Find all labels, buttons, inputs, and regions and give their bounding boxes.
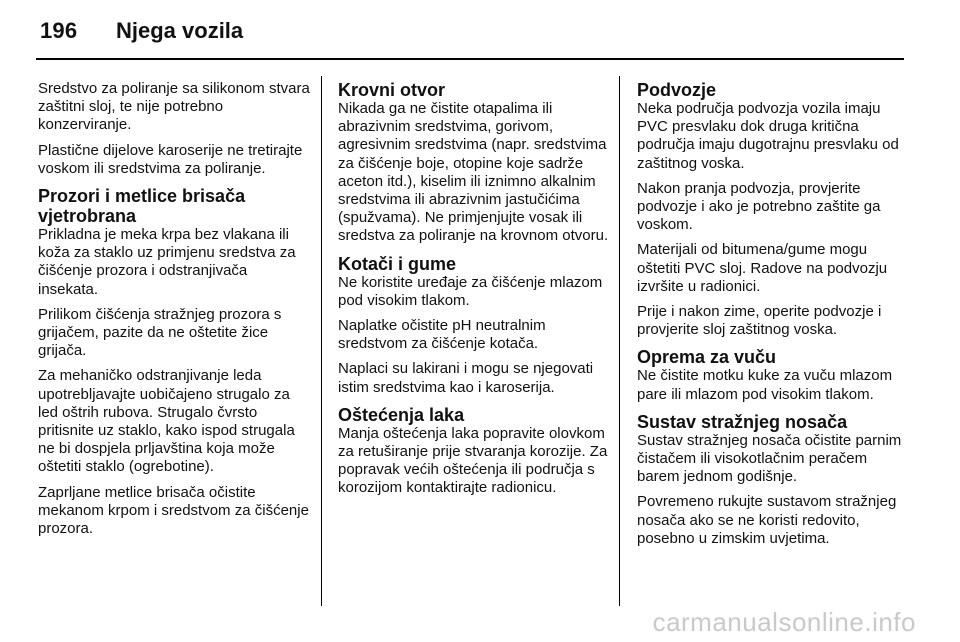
rear-carrier-section	[637, 412, 905, 548]
paragraph: Zaprljane metlice brisača očistite mekanom krpom i sredstvom za čišćenje prozora.	[38, 483, 309, 538]
paragraph: Prikladna je meka krpa bez vlakana ili koža za staklo uz primjenu sredstva za čišćenje prozora i odstranjivača insekata.	[38, 226, 296, 298]
paragraph: Prije i nakon zime, operite podvozje i provjerite sloj zaštitnog voska.	[637, 303, 882, 339]
paragraph: Prilikom čišćenja stražnjeg prozora s grijačem, pazite da ne oštetite žice grijača.	[38, 305, 282, 360]
section-heading: Oštećenja laka	[338, 404, 465, 425]
page-header	[36, 18, 904, 60]
text-column-1	[38, 80, 310, 545]
paragraph: Neka područja podvozja vozila imaju PVC presvlaku dok druga kritična područja imaju dugotrajnu presvlaku od zaštitnog voska.	[637, 100, 899, 172]
paragraph: Povremeno rukujte sustavom stražnjeg nosača ako se ne koristi redovito, posebno u zimskim uvjetima.	[637, 493, 897, 547]
paragraph: Manja oštećenja laka popravite olovkom za retuširanje prije stvaranja korozije. Za popravak većih oštećenja ili područja s korozijom kontaktirajte radionicu.	[338, 424, 608, 497]
section-heading: Sustav stražnjeg nosača	[637, 411, 848, 432]
paragraph: Sustav stražnjeg nosača očistite parnim čistačem ili visokotlačnim peračem barem jednom godišnje.	[637, 431, 902, 486]
towing-equipment-section	[637, 347, 905, 403]
paragraph: Nikada ga ne čistite otapalima ili abrazivnim sredstvima, gorivom, agresivnim sredstvima (napr. sredstvima za čišćenje boje, otopine koje sadrže aceton itd.), kiselim ili iznimno alkalnim sredstvima ili abrazivnim jastučićima (spužvama). Ne primjenjujte vosak ili sredstva za poliranje na krovnom otvoru.	[338, 100, 609, 245]
paragraph: Sredstvo za poliranje sa silikonom stvara zaštitni sloj, te nije potrebno konzerviranje.	[38, 80, 310, 134]
intro-section	[38, 80, 310, 178]
section-heading: Kotači i gume	[338, 253, 457, 274]
paragraph: Ne čistite motku kuke za vuču mlazom pare ili mlazom pod visokim tlakom.	[637, 367, 893, 403]
paragraph: Materijali od bitumena/gume mogu oštetiti PVC sloj. Radove na podvozju izvršite u radionici.	[637, 241, 888, 295]
section-heading: Prozori i metlice brisača vjetrobrana	[38, 186, 246, 227]
section-heading: Oprema za vuču	[637, 347, 777, 368]
page-number: 196	[40, 18, 78, 43]
chapter-title: Njega vozila	[116, 18, 244, 43]
paragraph: Nakon pranja podvozja, provjerite podvozje i ako je potrebno zaštite ga voskom.	[637, 179, 881, 234]
paragraph: Plastične dijelove karoserije ne tretirajte voskom ili sredstvima za poliranje.	[38, 141, 303, 177]
column-divider	[619, 76, 620, 606]
paragraph: Za mehaničko odstranjivanje leda upotrebljavajte uobičajeno strugalo za led oštrih rubova. Strugalo čvrsto pritisnite uz staklo, kako ispod strugala ne bi dospjela prljavština koja može oštetiti staklo (ogrebotine).	[38, 367, 295, 476]
paragraph: Naplatke očistite pH neutralnim sredstvom za čišćenje kotača.	[338, 317, 546, 353]
paint-damage-section	[338, 405, 610, 498]
column-divider	[321, 76, 322, 606]
sunroof-section	[338, 80, 610, 246]
paragraph: Ne koristite uređaje za čišćenje mlazom pod visokim tlakom.	[338, 273, 603, 309]
text-column-2	[338, 80, 610, 505]
text-column-3	[637, 80, 905, 555]
underbody-section	[637, 80, 905, 339]
wheels-tyres-section	[338, 254, 610, 397]
windows-wipers-section	[38, 186, 310, 538]
watermark: carmanualsonline.info	[652, 607, 916, 637]
section-heading: Krovni otvor	[338, 80, 446, 100]
section-heading: Podvozje	[637, 80, 717, 100]
paragraph: Naplaci su lakirani i mogu se njegovati istim sredstvima kao i karoserija.	[338, 360, 594, 396]
